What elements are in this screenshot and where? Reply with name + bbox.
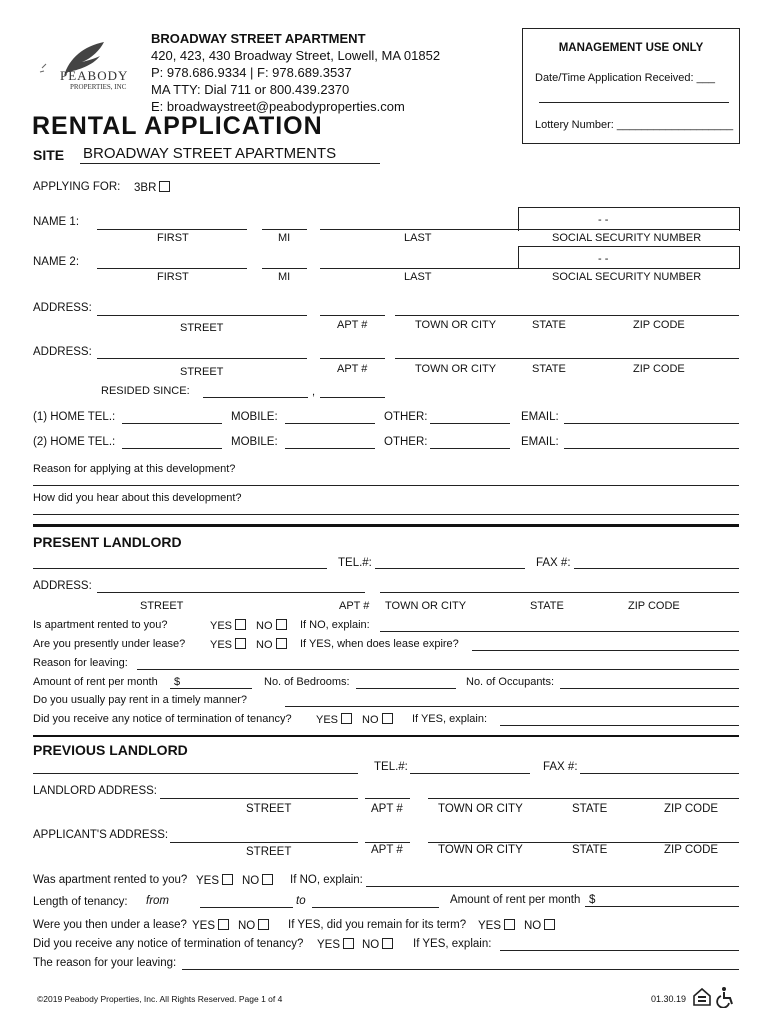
previous-to-line[interactable] (312, 907, 439, 908)
previous-rented-no-label: NO (242, 875, 260, 887)
received-field[interactable]: Date/Time Application Received: ___ (535, 72, 715, 84)
address1-street-line[interactable] (97, 315, 307, 316)
previous-if-no-line[interactable] (366, 886, 739, 887)
previous-app-apt-caption: APT # (371, 844, 403, 856)
present-state-caption: STATE (530, 600, 564, 612)
present-rented-no-label: NO (256, 620, 273, 632)
name2-ssn-caption: SOCIAL SECURITY NUMBER (552, 271, 702, 283)
present-occupants-label: No. of Occupants: (466, 676, 555, 688)
previous-app-zip-caption: ZIP CODE (664, 844, 719, 856)
email1-label: EMAIL: (521, 411, 559, 423)
present-bedrooms-line[interactable] (356, 688, 456, 689)
peabody-logo (34, 38, 144, 100)
home1-label: (1) HOME TEL.: (33, 411, 116, 423)
other1-label: OTHER: (384, 411, 428, 423)
present-rented-question: Is apartment rented to you? (33, 619, 168, 631)
previous-notice-no-checkbox[interactable] (382, 938, 393, 949)
previous-ll-address-label: LANDLORD ADDRESS: (33, 785, 157, 797)
present-notice-no[interactable] (362, 713, 393, 726)
mobile1-label: MOBILE: (231, 411, 278, 423)
name1-last-line[interactable] (320, 229, 518, 230)
email1-line[interactable] (564, 423, 739, 424)
header-tty: MA TTY: Dial 711 or 800.439.2370 (151, 82, 350, 97)
other1-line[interactable] (430, 423, 510, 424)
section-divider (33, 524, 739, 527)
present-bedrooms-label: No. of Bedrooms: (264, 676, 350, 688)
name1-first-caption: FIRST (157, 232, 189, 244)
previous-remain-yes-checkbox[interactable] (504, 919, 515, 930)
previous-remain-no-checkbox[interactable] (544, 919, 555, 930)
previous-landlord-name-line[interactable] (33, 773, 358, 774)
present-lease-yes-label: YES (210, 639, 233, 651)
present-street-caption: STREET (140, 600, 184, 612)
resided-year-line[interactable] (320, 397, 385, 398)
name1-ssn-box[interactable] (518, 207, 740, 231)
home2-line[interactable] (122, 448, 222, 449)
previous-rented-yes[interactable] (196, 874, 233, 887)
header-email: E: broadwaystreet@peabodyproperties.com (151, 99, 405, 114)
previous-landlord-title: PREVIOUS LANDLORD (33, 742, 188, 758)
previous-ll-town-caption: TOWN OR CITY (438, 803, 523, 815)
present-timely-line[interactable] (285, 706, 739, 707)
previous-rent-line[interactable] (585, 906, 739, 907)
previous-rented-question: Was apartment rented to you? (33, 874, 188, 886)
present-if-no-label: If NO, explain: (300, 619, 370, 631)
present-zip-caption: ZIP CODE (628, 600, 680, 612)
present-notice-yes[interactable] (316, 713, 352, 726)
home2-label: (2) HOME TEL.: (33, 436, 116, 448)
address1-street-caption: STREET (180, 322, 224, 334)
present-lease-yes[interactable] (210, 638, 246, 651)
ssn2-dashes: - - (598, 253, 609, 265)
reason-line[interactable] (33, 485, 739, 486)
address2-state-caption: STATE (532, 363, 566, 375)
logo-sub: PROPERTIES, INC (70, 83, 127, 91)
present-lease-yes-checkbox[interactable] (235, 638, 246, 649)
present-lease-no-label: NO (256, 639, 273, 651)
name2-last-line[interactable] (320, 268, 518, 269)
site-value: BROADWAY STREET APARTMENTS (83, 145, 337, 162)
lottery-field[interactable]: Lottery Number: ___________________ (535, 119, 734, 131)
present-timely-question: Do you usually pay rent in a timely manner? (33, 694, 247, 706)
name2-mi-line[interactable] (262, 268, 307, 269)
ssn1-dashes: - - (598, 214, 609, 226)
present-rented-yes-checkbox[interactable] (235, 619, 246, 630)
present-fax-label: FAX #: (536, 557, 571, 569)
previous-ll-apt-line[interactable] (365, 798, 410, 799)
previous-rent-dollar: $ (589, 894, 596, 906)
present-expire-label: If YES, when does lease expire? (300, 638, 459, 650)
present-tel-label: TEL.#: (338, 557, 372, 569)
accessibility-icon (715, 986, 737, 1008)
previous-ll-street-caption: STREET (246, 803, 292, 815)
address2-town-caption: TOWN OR CITY (415, 363, 497, 375)
present-lease-question: Are you presently under lease? (33, 638, 186, 650)
previous-app-town-caption: TOWN OR CITY (438, 844, 523, 856)
email2-line[interactable] (564, 448, 739, 449)
address1-state-caption: STATE (532, 319, 566, 331)
email2-label: EMAIL: (521, 436, 559, 448)
resided-comma: , (312, 386, 316, 398)
previous-rented-yes-label: YES (196, 875, 220, 887)
previous-app-street-line[interactable] (170, 842, 358, 843)
address1-zip-caption: ZIP CODE (633, 319, 685, 331)
name2-first-caption: FIRST (157, 271, 189, 283)
present-street-line[interactable] (97, 592, 365, 593)
previous-remain-no[interactable] (524, 919, 555, 932)
other2-label: OTHER: (384, 436, 428, 448)
mobile2-label: MOBILE: (231, 436, 278, 448)
site-label: SITE (33, 147, 65, 163)
previous-lease-yes-label: YES (192, 920, 216, 932)
address1-city-line[interactable] (395, 315, 739, 316)
equal-housing-icon (692, 987, 712, 1007)
name2-last-caption: LAST (404, 271, 432, 283)
header-title: BROADWAY STREET APARTMENT (151, 31, 366, 46)
previous-app-state-caption: STATE (572, 844, 608, 856)
previous-tel-line[interactable] (410, 773, 530, 774)
management-box (522, 28, 740, 144)
previous-if-yes-label: If YES, explain: (413, 938, 492, 950)
previous-notice-no[interactable] (362, 938, 393, 951)
name1-mi-caption: MI (278, 232, 291, 244)
previous-lease-yes[interactable] (192, 919, 229, 932)
name2-mi-caption: MI (278, 271, 291, 283)
present-notice-yes-label: YES (316, 714, 339, 726)
header-address: 420, 423, 430 Broadway Street, Lowell, MA 01852 (151, 48, 441, 63)
previous-notice-yes-label: YES (317, 939, 341, 951)
previous-leaving-line[interactable] (182, 969, 739, 970)
previous-leaving-label: The reason for your leaving: (33, 957, 177, 969)
previous-lease-yes-checkbox[interactable] (218, 919, 229, 930)
address2-zip-caption: ZIP CODE (633, 363, 685, 375)
applying-label: APPLYING FOR: (33, 181, 121, 193)
name1-last-caption: LAST (404, 232, 432, 244)
present-landlord-name-line[interactable] (33, 568, 327, 569)
previous-if-no-label: If NO, explain: (290, 874, 363, 886)
footer-copyright: ©2019 Peabody Properties, Inc. All Rights Reserved. Page 1 of 4 (37, 994, 283, 1004)
address1-label: ADDRESS: (33, 302, 92, 314)
present-leaving-label: Reason for leaving: (33, 657, 128, 669)
previous-fax-label: FAX #: (543, 761, 578, 773)
name1-mi-line[interactable] (262, 229, 307, 230)
address1-town-caption: TOWN OR CITY (415, 319, 497, 331)
name2-first-line[interactable] (97, 268, 247, 269)
previous-rent-label: Amount of rent per month (450, 894, 581, 906)
address1-apt-caption: APT # (337, 319, 368, 331)
previous-tel-label: TEL.#: (374, 761, 408, 773)
previous-app-apt-line[interactable] (365, 842, 410, 843)
previous-app-street-caption: STREET (246, 846, 292, 858)
present-city-line[interactable] (380, 592, 739, 593)
header-phone: P: 978.686.9334 | F: 978.689.3537 (151, 65, 352, 80)
present-leaving-line[interactable] (137, 669, 739, 670)
present-occupants-line[interactable] (560, 688, 739, 689)
previous-remain-label: If YES, did you remain for its term? (288, 919, 467, 931)
management-title: MANAGEMENT USE ONLY (558, 42, 704, 54)
present-rent-line[interactable] (170, 688, 252, 689)
present-notice-yes-checkbox[interactable] (341, 713, 352, 724)
received-line (539, 102, 729, 103)
present-rent-dollar: $ (174, 676, 181, 688)
present-address-label: ADDRESS: (33, 580, 92, 592)
name1-ssn-line (518, 229, 739, 230)
form-title: RENTAL APPLICATION (32, 112, 323, 140)
previous-tenancy-label: Length of tenancy: (33, 896, 128, 908)
previous-lease-no[interactable] (238, 919, 269, 932)
present-notice-no-label: NO (362, 714, 379, 726)
name2-label: NAME 2: (33, 256, 80, 268)
address2-apt-caption: APT # (337, 363, 368, 375)
address2-city-line[interactable] (395, 358, 739, 359)
previous-app-address-label: APPLICANT'S ADDRESS: (33, 829, 169, 841)
previous-from-line[interactable] (200, 907, 293, 908)
name1-first-line[interactable] (97, 229, 247, 230)
header-block (151, 30, 440, 115)
hear-line[interactable] (33, 514, 739, 515)
other2-line[interactable] (430, 448, 510, 449)
previous-from-label: from (146, 895, 169, 907)
applying-option: 3BR (134, 182, 157, 194)
present-rented-yes-label: YES (210, 620, 233, 632)
name1-ssn-caption: SOCIAL SECURITY NUMBER (552, 232, 702, 244)
present-if-no-line[interactable] (380, 631, 739, 632)
previous-ll-apt-caption: APT # (371, 803, 403, 815)
present-notice-question: Did you receive any notice of termination of tenancy? (33, 713, 292, 725)
mobile2-line[interactable] (285, 448, 375, 449)
address2-apt-line[interactable] (320, 358, 385, 359)
address2-street-caption: STREET (180, 366, 224, 378)
3br-checkbox[interactable] (159, 181, 170, 192)
present-rented-no-checkbox[interactable] (276, 619, 287, 630)
address2-label: ADDRESS: (33, 346, 92, 358)
present-if-yes-label: If YES, explain: (412, 713, 488, 725)
home1-line[interactable] (122, 423, 222, 424)
footer-date: 01.30.19 (651, 994, 687, 1004)
previous-lease-no-label: NO (238, 920, 256, 932)
present-if-yes-line[interactable] (500, 725, 739, 726)
resided-month-line[interactable] (203, 397, 308, 398)
present-tel-line[interactable] (375, 568, 525, 569)
previous-rented-yes-checkbox[interactable] (222, 874, 233, 885)
previous-remain-yes-label: YES (478, 920, 502, 932)
name1-label: NAME 1: (33, 216, 80, 228)
present-fax-line[interactable] (574, 568, 739, 569)
previous-ll-street-line[interactable] (160, 798, 358, 799)
section-divider-2 (33, 735, 739, 737)
name2-ssn-box[interactable] (518, 246, 740, 269)
previous-lease-question: Were you then under a lease? (33, 919, 187, 931)
previous-remain-no-label: NO (524, 920, 542, 932)
previous-ll-city-line[interactable] (428, 798, 739, 799)
mobile1-line[interactable] (285, 423, 375, 424)
previous-fax-line[interactable] (580, 773, 739, 774)
present-lease-no-checkbox[interactable] (276, 638, 287, 649)
previous-ll-state-caption: STATE (572, 803, 608, 815)
previous-notice-question: Did you receive any notice of termination of tenancy? (33, 938, 304, 950)
previous-rented-no-checkbox[interactable] (262, 874, 273, 885)
previous-notice-yes[interactable] (317, 938, 354, 951)
previous-lease-no-checkbox[interactable] (258, 919, 269, 930)
previous-notice-yes-checkbox[interactable] (343, 938, 354, 949)
present-notice-no-checkbox[interactable] (382, 713, 393, 724)
present-lease-no[interactable] (256, 638, 287, 651)
present-apt-caption: APT # (339, 600, 370, 612)
previous-ll-zip-caption: ZIP CODE (664, 803, 719, 815)
present-town-caption: TOWN OR CITY (385, 600, 467, 612)
previous-app-city-line[interactable] (428, 842, 739, 843)
previous-notice-no-label: NO (362, 939, 380, 951)
present-rented-yes[interactable] (210, 619, 246, 632)
present-expire-line[interactable] (472, 650, 739, 651)
previous-rented-no[interactable] (242, 874, 273, 887)
address1-apt-line[interactable] (320, 315, 385, 316)
site-line (80, 163, 380, 164)
address2-street-line[interactable] (97, 358, 307, 359)
present-landlord-title: PRESENT LANDLORD (33, 534, 182, 550)
previous-if-yes-line[interactable] (500, 950, 739, 951)
previous-to-label: to (296, 895, 306, 907)
hear-question: How did you hear about this development? (33, 492, 242, 504)
reason-question: Reason for applying at this development? (33, 463, 236, 475)
present-rent-label: Amount of rent per month (33, 676, 158, 688)
present-rented-no[interactable] (256, 619, 287, 632)
previous-remain-yes[interactable] (478, 919, 515, 932)
logo-name: PEABODY (60, 68, 129, 83)
applying-3br[interactable] (134, 181, 170, 194)
resided-label: RESIDED SINCE: (101, 385, 190, 397)
name2-ssn-line (518, 268, 739, 269)
